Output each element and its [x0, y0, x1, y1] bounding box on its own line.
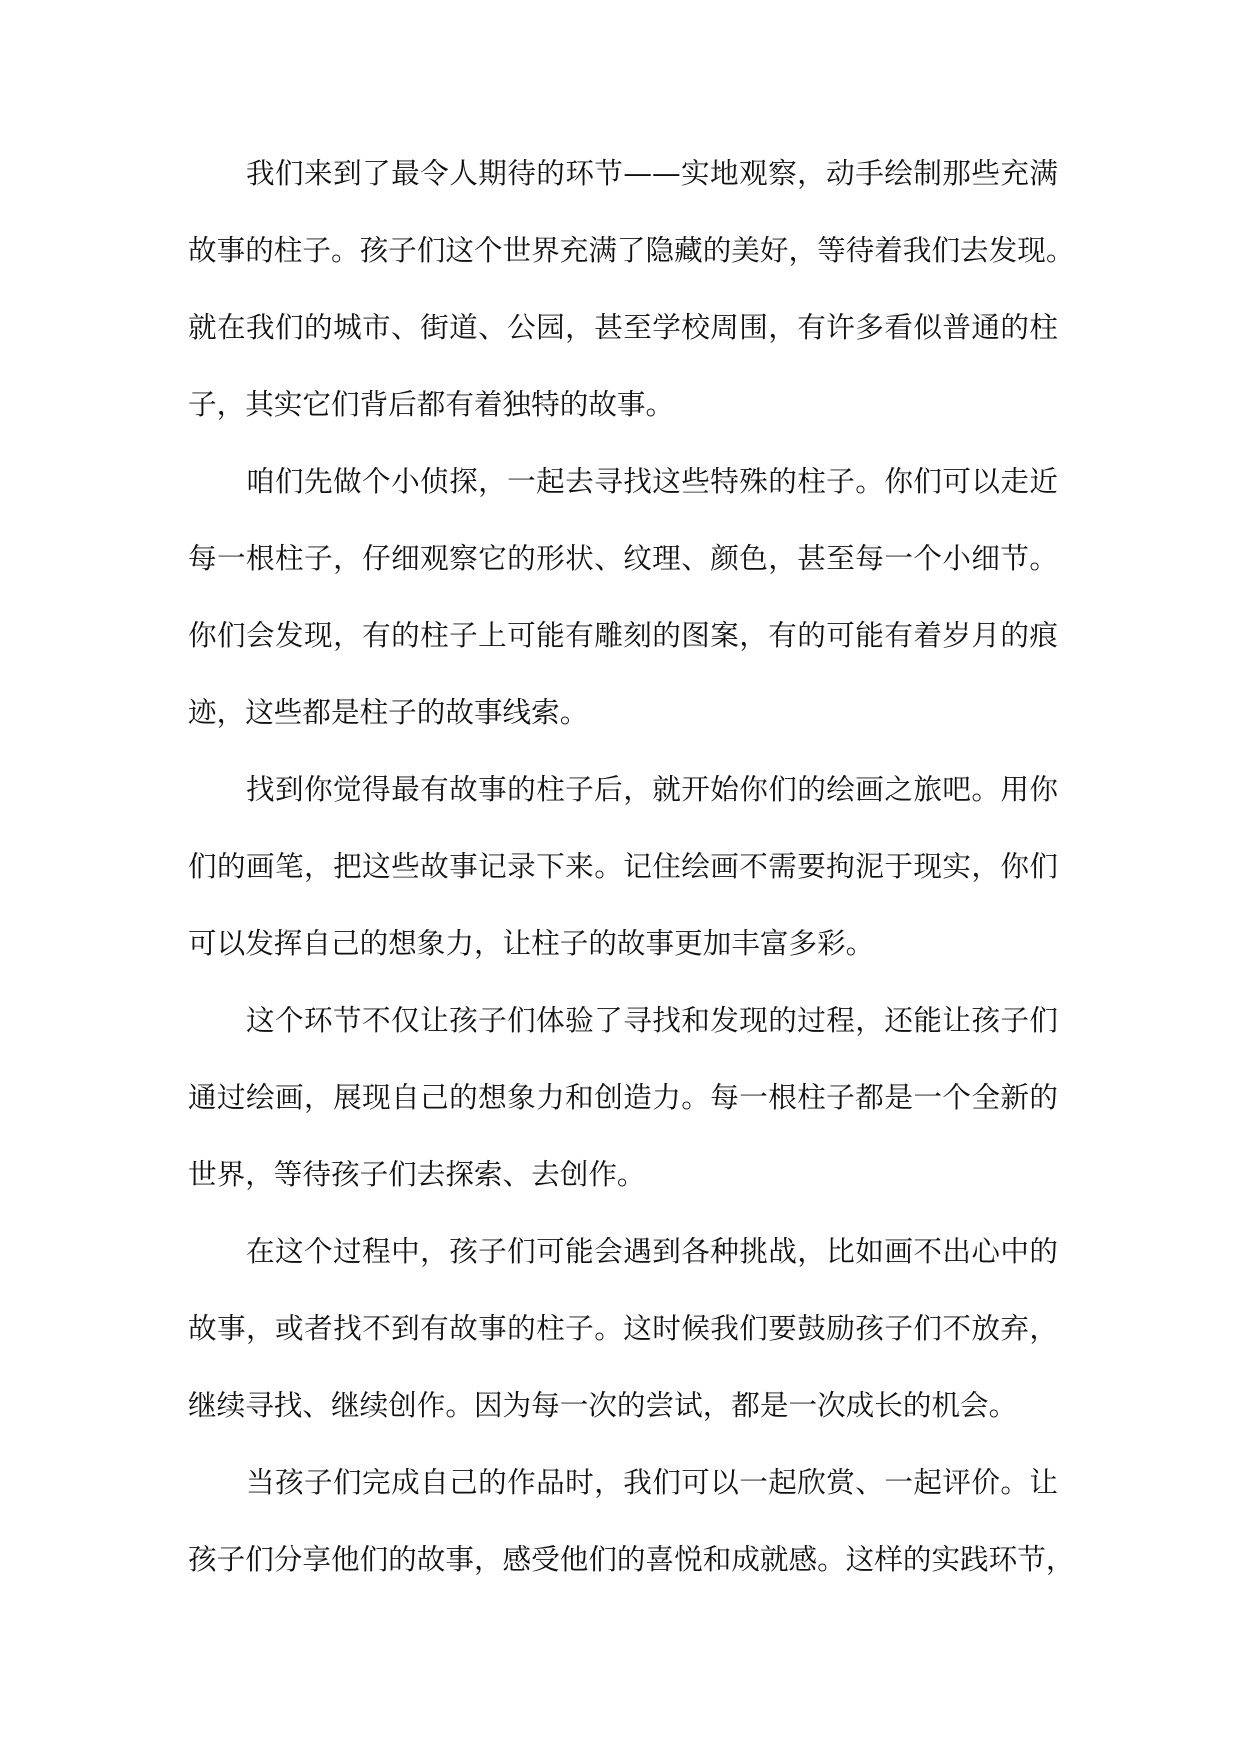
paragraph-2-line-4: 迹，这些都是柱子的故事线索。 — [188, 695, 589, 729]
paragraph-1-line-4: 子，其实它们背后都有着独特的故事。 — [188, 387, 675, 421]
paragraph-1-line-3: 就在我们的城市、街道、公园，甚至学校周围，有许多看似普通的柱 — [188, 310, 1058, 344]
paragraph-3-line-3: 可以发挥自己的想象力，让柱子的故事更加丰富多彩。 — [188, 926, 875, 960]
paragraph-4-line-1: 这个环节不仅让孩子们体验了寻找和发现的过程，还能让孩子们 — [246, 1003, 1058, 1037]
document-body — [188, 142, 1075, 1605]
paragraph-1-line-2: 故事的柱子。孩子们这个世界充满了隐藏的美好，等待着我们去发现。 — [188, 233, 1075, 267]
paragraph-6-line-2: 孩子们分享他们的故事，感受他们的喜悦和成就感。这样的实践环节， — [188, 1542, 1075, 1576]
paragraph-2-line-2: 每一根柱子，仔细观察它的形状、纹理、颜色，甚至每一个小细节。 — [188, 541, 1058, 575]
paragraph-6-line-1: 当孩子们完成自己的作品时，我们可以一起欣赏、一起评价。让 — [246, 1465, 1058, 1499]
paragraph-2-line-3: 你们会发现，有的柱子上可能有雕刻的图案，有的可能有着岁月的痕 — [188, 618, 1058, 652]
paragraph-4-line-2: 通过绘画，展现自己的想象力和创造力。每一根柱子都是一个全新的 — [188, 1080, 1058, 1114]
paragraph-5-line-2: 故事，或者找不到有故事的柱子。这时候我们要鼓励孩子们不放弃， — [188, 1311, 1058, 1345]
paragraph-1-line-1: 我们来到了最令人期待的环节——实地观察，动手绘制那些充满 — [246, 156, 1058, 190]
paragraph-2-line-1: 咱们先做个小侦探，一起去寻找这些特殊的柱子。你们可以走近 — [246, 464, 1058, 498]
paragraph-4-line-3: 世界，等待孩子们去探索、去创作。 — [188, 1157, 646, 1191]
paragraph-3-line-2: 们的画笔，把这些故事记录下来。记住绘画不需要拘泥于现实，你们 — [188, 849, 1058, 883]
paragraph-5-line-3: 继续寻找、继续创作。因为每一次的尝试，都是一次成长的机会。 — [188, 1388, 1018, 1422]
paragraph-5-line-1: 在这个过程中，孩子们可能会遇到各种挑战，比如画不出心中的 — [246, 1234, 1058, 1268]
paragraph-3-line-1: 找到你觉得最有故事的柱子后，就开始你们的绘画之旅吧。用你 — [246, 772, 1058, 806]
